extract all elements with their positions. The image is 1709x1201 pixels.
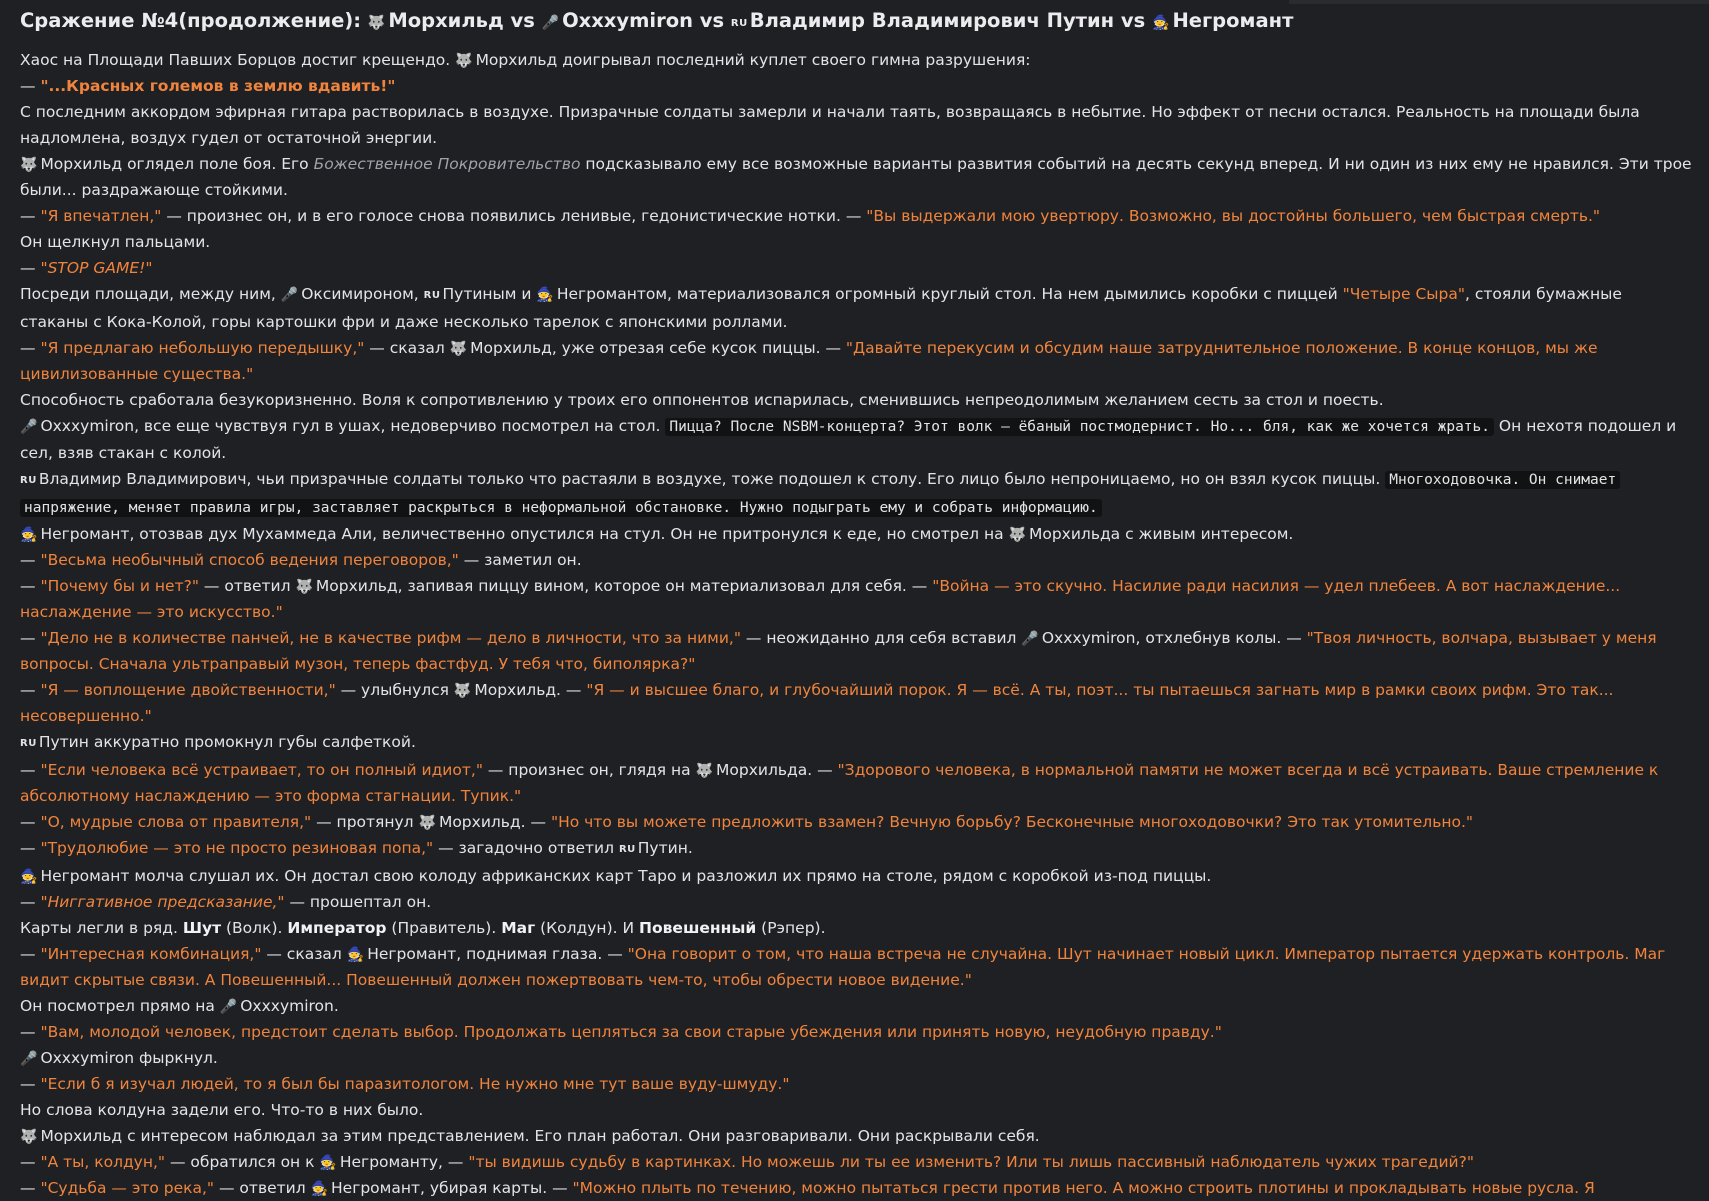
ru-flag-icon: RU: [423, 290, 441, 301]
ability-name: Божественное Покровительство: [313, 155, 581, 173]
story-paragraph: [20, 255, 1695, 281]
tarot-card-name: Император: [287, 919, 387, 937]
wolf-icon: 🐺: [418, 815, 436, 831]
narration-text: Oxxxymiron.: [240, 997, 339, 1015]
narration-text: Морхильд, запивая пиццу вином, которое он материализовал для себя. —: [315, 577, 933, 595]
dialogue-quote: "Давайте перекусим и обсудим наше затруднительное положение. В конце концов, мы же цивилизованные существа.": [20, 339, 1598, 383]
narration-text: Oxxxymiron фыркнул.: [40, 1049, 218, 1067]
story-paragraph: [20, 521, 1695, 547]
story-paragraph: [20, 835, 1695, 863]
dialogue-dash: —: [20, 1023, 41, 1041]
story-paragraph: [20, 1149, 1695, 1175]
story-paragraph: [20, 1019, 1695, 1045]
dialogue-quote: "Война — это скучно. Насилие ради насилия — удел плебеев. А вот наслаждение... наслаждение — это искусство.": [20, 577, 1621, 621]
mage-icon: 🧙: [20, 869, 38, 885]
story-paragraph: [20, 229, 1695, 255]
wolf-icon: 🐺: [449, 341, 468, 357]
dialogue-quote: "ты видишь судьбу в картинках. Но можешь ли ты ее изменить? Или ты лишь пассивный наблюдатель чужих трагедий?": [468, 1153, 1474, 1171]
narration-text: Хаос на Площади Павших Борцов достиг крещендо.: [20, 51, 456, 69]
narration-text: Карты легли в ряд.: [20, 919, 183, 937]
wolf-icon: 🐺: [455, 53, 473, 69]
microphone-icon: 🎤: [20, 419, 38, 435]
dialogue-quote: "Она говорит о том, что наша встреча не случайна. Шут начинает новый цикл. Император пытается удержать контроль. Маг видит скрытые связи. А Повешенный... Повешенный должен пожертвовать чем-то, чтобы обрести новое видение.": [20, 945, 1666, 989]
narration-text: — сказал: [364, 339, 450, 357]
narration-text: — улыбнулся: [335, 681, 454, 699]
lyric-quote: "...Красных големов в землю вдавить!": [40, 77, 396, 95]
dialogue-dash: —: [20, 681, 41, 699]
wolf-icon: 🐺: [695, 763, 714, 779]
dialogue-dash: —: [20, 813, 41, 831]
mage-icon: 🧙: [1152, 15, 1170, 31]
dialogue-quote: "Я — воплощение двойственности,": [40, 681, 336, 699]
dialogue-dash: —: [20, 761, 41, 779]
narration-text: Oxxxymiron, отхлебнув колы. —: [1041, 629, 1307, 647]
story-paragraph: [20, 47, 1695, 73]
dialogue-quote: "Здорового человека, в нормальной памяти не может всегда и всё устраивать. Ваше стремление к абсолютному наслаждению — это форма стагнации. Тупик.": [20, 761, 1659, 805]
story-paragraph: [20, 413, 1695, 466]
dialogue-dash: —: [20, 839, 41, 857]
narration-text: — заметил он.: [458, 551, 582, 569]
title-player-putin: Владимир Владимирович Путин: [749, 9, 1115, 32]
page-title: [20, 6, 1695, 39]
dialogue-dash: —: [20, 259, 41, 277]
title-player-morkhild: Морхильд: [388, 9, 504, 32]
story-paragraph: [20, 151, 1695, 203]
dialogue-dash: —: [20, 1153, 41, 1171]
story-paragraph: [20, 466, 1695, 521]
narration-text: (Рэпер).: [756, 919, 826, 937]
dialogue-quote: "Можно плыть по течению, можно пытаться грести против него. А можно строить плотины и прокладывать новые русла. Я: [572, 1179, 1595, 1197]
wolf-icon: 🐺: [453, 683, 472, 699]
story-paragraph: [20, 203, 1695, 229]
dialogue-dash: —: [20, 577, 41, 595]
wolf-icon: 🐺: [1008, 527, 1026, 543]
story-content: [20, 6, 1695, 1201]
ru-flag-icon: RU: [730, 18, 748, 29]
dialogue-dash: —: [20, 339, 41, 357]
dialogue-dash: —: [20, 77, 41, 95]
narration-text: Морхильд. —: [474, 681, 587, 699]
ru-flag-icon: RU: [618, 844, 636, 855]
title-prefix: Сражение №4(продолжение):: [20, 9, 368, 32]
wolf-icon: 🐺: [367, 15, 386, 31]
title-vs: vs: [692, 9, 731, 32]
top-bar-strip: [1289, 0, 1709, 4]
story-paragraph: [20, 677, 1695, 729]
dialogue-dash: —: [20, 1075, 41, 1093]
narration-text: — ответил: [214, 1179, 311, 1197]
narration-text: С последним аккордом эфирная гитара растворилась в воздухе. Призрачные солдаты замерли и начали таять, возвращаясь в небытие. Но эффект от песни остался. Реальность на площади была надломлена, воздух гудел от остаточной энергии.: [20, 103, 1640, 147]
tarot-card-name: Маг: [501, 919, 536, 937]
story-paragraph: [20, 73, 1695, 99]
narration-text: (Волк).: [221, 919, 288, 937]
narration-text: Морхильд. —: [438, 813, 551, 831]
narration-text: Способность сработала безукоризненно. Воля к сопротивлению у троих его оппонентов испарилась, сменившись непреодолимым желанием сесть за стол и поесть.: [20, 391, 1384, 409]
story-paragraph: [20, 335, 1695, 387]
inner-thought: Многоходовочка. Он снимает напряжение, меняет правила игры, заставляет раскрыться в неформальной обстановке. Нужно подыграть ему и собрать информацию.: [20, 471, 1620, 517]
narration-text: — сказал: [261, 945, 347, 963]
title-player-negromant: Негромант: [1172, 9, 1294, 32]
narration-text: Негромант, поднимая глаза. —: [367, 945, 628, 963]
story-paragraph: [20, 941, 1695, 993]
microphone-icon: 🎤: [1021, 631, 1039, 647]
narration-text: Путин.: [637, 839, 693, 857]
dialogue-quote: "Если человека всё устраивает, то он полный идиот,": [40, 761, 483, 779]
dialogue-quote: "Я — и высшее благо, и глубочайший порок. Я — всё. А ты, поэт... ты пытаешься загнать мир в рамки своих рифм. Это так... несовершенно.": [20, 681, 1614, 725]
narration-text: — неожиданно для себя вставил: [740, 629, 1022, 647]
wolf-icon: 🐺: [20, 157, 38, 173]
microphone-icon: 🎤: [541, 15, 560, 31]
story-paragraph: [20, 729, 1695, 757]
dialogue-dash: —: [20, 893, 41, 911]
wolf-icon: 🐺: [295, 579, 313, 595]
dialogue-quote: "Интересная комбинация,": [40, 945, 262, 963]
narration-text: Владимир Владимирович, чьи призрачные солдаты только что растаяли в воздухе, тоже подошел к столу. Его лицо было непроницаемо, но он взял кусок пиццы.: [38, 470, 1386, 488]
narration-text: подсказывало ему все возможные варианты развития событий на десять секунд вперед. И ни один из них ему не нравился. Эти трое были... раздражающе стойкими.: [20, 155, 1692, 199]
inner-thought: Пицца? После NSBM-концерта? Этот волк — ёбаный постмодернист. Но... бля, как же хочется жрать.: [665, 418, 1494, 436]
narration-text: Посреди площади, между ним,: [20, 285, 281, 303]
dialogue-dash: —: [20, 207, 41, 225]
narration-text: Он щелкнул пальцами.: [20, 233, 211, 251]
mage-icon: 🧙: [310, 1181, 328, 1197]
narration-text: Негромант молча слушал их. Он достал свою колоду африканских карт Таро и разложил их прямо на столе, рядом с коробкой из-под пиццы.: [40, 867, 1212, 885]
tarot-card-name: Повешенный: [639, 919, 757, 937]
story-paragraph: [20, 809, 1695, 835]
narration-text: — загадочно ответил: [433, 839, 619, 857]
story-paragraph: [20, 915, 1695, 941]
narration-text: — произнес он, глядя на: [482, 761, 696, 779]
narration-text: Он нехотя подошел и сел, взяв стакан с колой.: [20, 417, 1677, 462]
story-paragraph: [20, 1097, 1695, 1123]
narration-text: Oxxxymiron, все еще чувствуя гул в ушах, недоверчиво посмотрел на стол.: [40, 417, 666, 435]
narration-text: (Правитель).: [386, 919, 502, 937]
story-paragraph: [20, 863, 1695, 889]
tarot-card-name: Шут: [182, 919, 222, 937]
narration-text: Морхильд оглядел поле боя. Его: [40, 155, 314, 173]
story-paragraph: [20, 547, 1695, 573]
story-paragraph: [20, 993, 1695, 1019]
title-player-oxxxymiron: Oxxxymiron: [562, 9, 693, 32]
ru-flag-icon: RU: [20, 475, 37, 486]
dialogue-quote: "Вам, молодой человек, предстоит сделать выбор. Продолжать цепляться за свои старые убеждения или принять новую, неудобную правду.": [40, 1023, 1222, 1041]
narration-text: — обратился он к: [165, 1153, 320, 1171]
story-paragraph: [20, 1071, 1695, 1097]
story-paragraph: [20, 1045, 1695, 1071]
dialogue-dash: —: [20, 629, 41, 647]
dialogue-quote: "Я предлагаю небольшую передышку,": [40, 339, 365, 357]
dialogue-quote: "Но что вы можете предложить взамен? Вечную борьбу? Бесконечные многоходовочки? Это так утомительно.": [550, 813, 1474, 831]
dialogue-quote: "Если б я изучал людей, то я был бы паразитологом. Не нужно мне тут ваше вуду-шмуду.": [40, 1075, 790, 1093]
narration-text: Негромантом, материализовался огромный круглый стол. На нем дымились коробки с пиццей: [556, 285, 1343, 303]
dialogue-quote: "Твоя личность, волчара, вызывает у меня вопросы. Сначала ультраправый музон, теперь фастфуд. У тебя что, биполярка?": [20, 629, 1657, 673]
narration-text: Морхильд, уже отрезая себе кусок пиццы. —: [470, 339, 846, 357]
narration-text: (Колдун). И: [535, 919, 639, 937]
narration-text: — ответил: [198, 577, 296, 595]
mage-icon: 🧙: [536, 287, 554, 303]
dialogue-quote: "Дело не в количестве панчей, не в качестве рифм — дело в личности, что за ними,": [40, 629, 741, 647]
story-paragraph: [20, 625, 1695, 677]
dialogue-quote: "Весьма необычный способ ведения переговоров,": [40, 551, 459, 569]
mage-icon: 🧙: [20, 527, 38, 543]
narration-text: Негромант, убирая карты. —: [331, 1179, 573, 1197]
title-vs: vs: [503, 9, 542, 32]
mage-icon: 🧙: [346, 947, 365, 963]
dialogue-dash: —: [20, 551, 41, 569]
dialogue-quote: "Вы выдержали мою увертюру. Возможно, вы достойны большего, чем быстрая смерть.": [866, 207, 1601, 225]
microphone-icon: 🎤: [20, 1051, 38, 1067]
story-paragraph: [20, 889, 1695, 915]
narration-text: — произнес он, и в его голосе снова появились ленивые, гедонистические нотки. —: [161, 207, 867, 225]
mage-icon: 🧙: [319, 1155, 337, 1171]
dialogue-quote: "А ты, колдун,": [40, 1153, 166, 1171]
dialogue-dash: —: [20, 945, 41, 963]
dialogue-quote: "Судьба — это река,": [40, 1179, 215, 1197]
story-paragraph: [20, 573, 1695, 625]
story-paragraph: [20, 1123, 1695, 1149]
ability-shout: "STOP GAME!": [40, 259, 153, 277]
dialogue-quote: "Трудолюбие — это не просто резиновая попа,": [40, 839, 434, 857]
narration-text: Морхильд доигрывал последний куплет своего гимна разрушения:: [475, 51, 1031, 69]
wolf-icon: 🐺: [20, 1129, 38, 1145]
microphone-icon: 🎤: [280, 287, 299, 303]
dialogue-quote: "Почему бы и нет?": [40, 577, 199, 595]
narration-text: Морхильда с живым интересом.: [1028, 525, 1294, 543]
narration-text: — протянул: [311, 813, 419, 831]
story-paragraph: [20, 99, 1695, 151]
narration-text: — прошептал он.: [284, 893, 432, 911]
story-paragraph: [20, 387, 1695, 413]
ru-flag-icon: RU: [20, 738, 37, 749]
dialogue-quote: "О, мудрые слова от правителя,": [40, 813, 312, 831]
narration-text: Он посмотрел прямо на: [20, 997, 220, 1015]
narration-text: , стояли бумажные стаканы с Кока-Колой, горы картошки фри и даже несколько тарелок с японскими роллами.: [20, 285, 1622, 331]
dialogue-dash: —: [20, 1179, 41, 1197]
story-paragraph: [20, 757, 1695, 809]
microphone-icon: 🎤: [219, 999, 238, 1015]
narration-text: Оксимироном,: [301, 285, 424, 303]
narration-text: Морхильда. —: [716, 761, 838, 779]
narration-text: Но слова колдуна задели его. Что-то в них было.: [20, 1101, 424, 1119]
title-vs: vs: [1114, 9, 1153, 32]
narration-text: Путин аккуратно промокнул губы салфеткой.: [38, 733, 416, 751]
narration-text: Морхильд с интересом наблюдал за этим представлением. Его план работал. Они разговаривали. Они раскрывали себя.: [40, 1127, 1040, 1145]
dialogue-quote: "Четыре Сыра": [1342, 285, 1465, 303]
story-paragraph: [20, 1175, 1695, 1201]
story-paragraph: [20, 281, 1695, 335]
ability-shout: "Ниггативное предсказание,": [40, 893, 285, 911]
narration-text: Негроманту, —: [339, 1153, 469, 1171]
narration-text: Негромант, отозвав дух Мухаммеда Али, величественно опустился на стул. Он не притронулся к еде, но смотрел на: [40, 525, 1009, 543]
dialogue-quote: "Я впечатлен,": [40, 207, 162, 225]
narration-text: Путиным и: [442, 285, 537, 303]
